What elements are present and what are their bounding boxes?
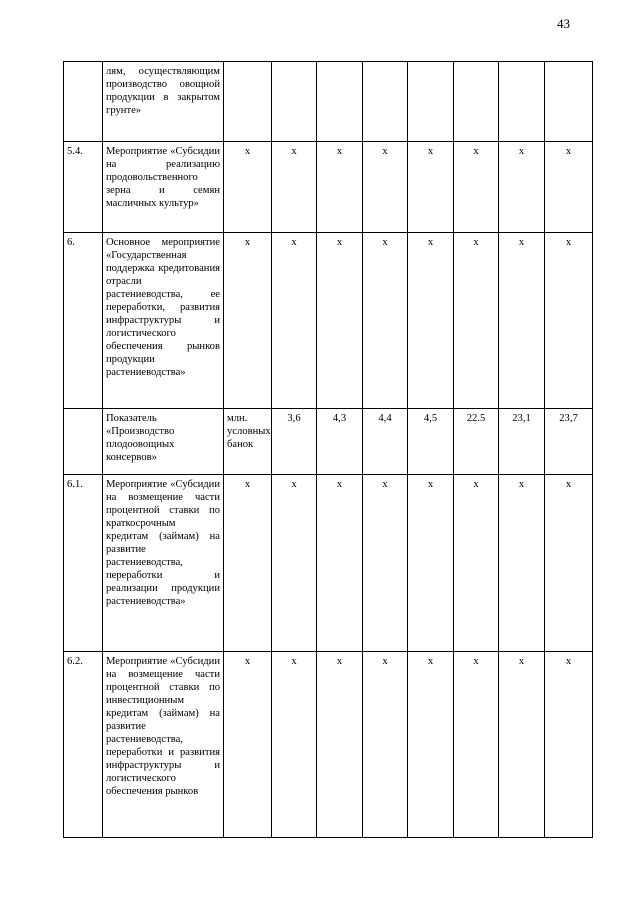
table-row xyxy=(64,142,593,233)
value-cell: x xyxy=(272,233,317,409)
table-row xyxy=(64,233,593,409)
value-cell: x xyxy=(224,652,272,838)
value-cell: x xyxy=(408,652,454,838)
value-cell: x xyxy=(454,475,499,652)
value-cell: 4,5 xyxy=(408,409,454,475)
table-row xyxy=(64,475,593,652)
value-cell xyxy=(499,62,545,142)
unit-cell: млн. условных банок xyxy=(224,409,272,475)
value-cell: x xyxy=(272,142,317,233)
value-cell xyxy=(454,62,499,142)
value-cell xyxy=(272,62,317,142)
value-cell: x xyxy=(363,233,408,409)
value-cell: x xyxy=(545,652,593,838)
row-number-cell: 6. xyxy=(64,233,103,409)
value-cell: x xyxy=(408,475,454,652)
value-cell: x xyxy=(499,142,545,233)
value-cell: x xyxy=(499,475,545,652)
measure-name-cell: Мероприятие «Субсидии на возмещение части процентной ставки по краткосрочным кредитам (займам) на развитие растениеводства, переработки и реализации продукции растениеводства» xyxy=(103,475,224,652)
value-cell: x xyxy=(272,475,317,652)
value-cell: x xyxy=(545,142,593,233)
table-row xyxy=(64,62,593,142)
value-cell: x xyxy=(363,475,408,652)
measure-name-cell: Мероприятие «Субсидии на реализацию продовольственного зерна и семян масличных культур» xyxy=(103,142,224,233)
value-cell: x xyxy=(454,142,499,233)
value-cell: x xyxy=(317,142,363,233)
value-cell xyxy=(224,62,272,142)
table-row xyxy=(64,652,593,838)
value-cell: x xyxy=(408,142,454,233)
value-cell: x xyxy=(317,652,363,838)
value-cell: x xyxy=(454,233,499,409)
value-cell: 3,6 xyxy=(272,409,317,475)
value-cell: x xyxy=(224,142,272,233)
page-number: 43 xyxy=(557,16,570,31)
value-cell: x xyxy=(408,233,454,409)
row-number-cell xyxy=(64,409,103,475)
row-number-cell: 6.2. xyxy=(64,652,103,838)
value-cell: x xyxy=(363,652,408,838)
value-cell: x xyxy=(224,475,272,652)
row-number-cell: 6.1. xyxy=(64,475,103,652)
value-cell: x xyxy=(499,652,545,838)
value-cell xyxy=(545,62,593,142)
value-cell xyxy=(317,62,363,142)
measure-name-cell: Мероприятие «Субсидии на возмещение части процентной ставки по инвестиционным кредитам (займам) на развитие растениеводства, переработки и развития инфраструктуры и логистического обеспечения рынков xyxy=(103,652,224,838)
value-cell xyxy=(408,62,454,142)
row-number-cell xyxy=(64,62,103,142)
value-cell: 23,7 xyxy=(545,409,593,475)
value-cell: x xyxy=(317,233,363,409)
value-cell: 22.5 xyxy=(454,409,499,475)
value-cell: 4,3 xyxy=(317,409,363,475)
value-cell: x xyxy=(545,475,593,652)
value-cell: x xyxy=(272,652,317,838)
indicator-name-cell: Показатель «Производство плодоовощных консервов» xyxy=(103,409,224,475)
row-number-cell: 5.4. xyxy=(64,142,103,233)
value-cell: x xyxy=(545,233,593,409)
value-cell: x xyxy=(454,652,499,838)
value-cell: x xyxy=(363,142,408,233)
value-cell: x xyxy=(224,233,272,409)
value-cell: 4,4 xyxy=(363,409,408,475)
measure-name-cell: Основное мероприятие «Государственная поддержка кредитования отрасли растениеводства, ее переработки, развития инфраструктуры и логистического обеспечения рынков продукции растениеводства» xyxy=(103,233,224,409)
table-body xyxy=(64,62,593,838)
program-table xyxy=(63,61,593,838)
value-cell: x xyxy=(317,475,363,652)
value-cell xyxy=(363,62,408,142)
measure-name-cell: лям, осуществляющим производство овощной продукции в закрытом грунте» xyxy=(103,62,224,142)
value-cell: 23,1 xyxy=(499,409,545,475)
value-cell: x xyxy=(499,233,545,409)
table-row xyxy=(64,409,593,475)
